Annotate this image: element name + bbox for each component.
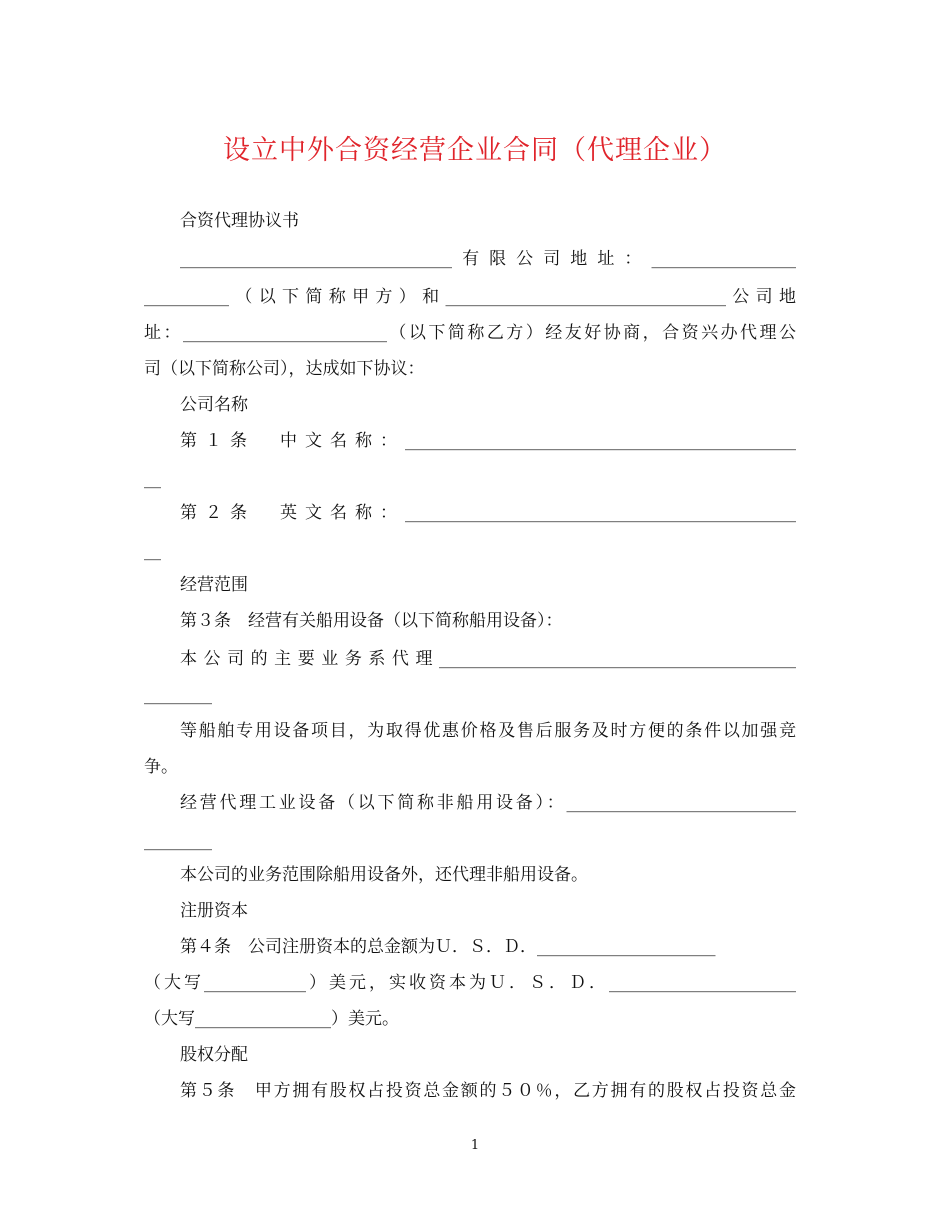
document-title: 设立中外合资经营企业合同（代理企业） [223, 135, 727, 166]
clause-line: （大写____________）美元，实收资本为Ｕ．Ｓ．Ｄ．______________________ [144, 973, 796, 993]
clause-line: 第１条 中文名称：______________________________________________ [180, 431, 796, 451]
section-heading: 经营范围 [180, 575, 248, 595]
paragraph-line: ________ [144, 685, 212, 705]
paragraph-line: 本公司的业务范围除船用设备外，还代理非船用设备。 [180, 865, 588, 885]
paragraph-line: 本公司的主要业务系代理__________________________________________ [180, 649, 796, 669]
paragraph-line: 等船舶专用设备项目，为取得优惠价格及售后服务及时方便的条件以加强竞 [180, 721, 796, 741]
clause-line: 第２条 英文名称：______________________________________________ [180, 503, 796, 523]
paragraph-line: ________________________________有限公司地址：_________________ [180, 249, 796, 269]
paragraph-line: 经营代理工业设备（以下简称非船用设备）：___________________________ [180, 793, 796, 813]
paragraph-line: ________ [144, 831, 212, 851]
page-number: 1 [470, 1138, 480, 1153]
section-heading: 股权分配 [180, 1045, 248, 1065]
clause-line: （大写________________）美元。 [144, 1009, 399, 1029]
clause-line: 第５条 甲方拥有股权占投资总金额的５０％，乙方拥有的股权占投资总金 [180, 1081, 796, 1101]
paragraph-line: __________（以下简称甲方）和_________________________________公司地 [144, 287, 796, 307]
clause-line: 第４条 公司注册资本的总金额为Ｕ．Ｓ．Ｄ．_____________________ [180, 937, 716, 957]
section-heading: 公司名称 [180, 395, 248, 415]
section-heading: 注册资本 [180, 901, 248, 921]
paragraph-line: 争。 [144, 757, 178, 777]
clause-line: __ [144, 469, 161, 489]
clause-line: __ [144, 541, 161, 561]
section-heading: 合资代理协议书 [180, 211, 299, 231]
paragraph-line: 址：________________________（以下简称乙方）经友好协商，合资兴办代理公 [144, 323, 796, 343]
paragraph-line: 司（以下简称公司），达成如下协议： [144, 359, 425, 379]
clause-line: 第３条 经营有关船用设备（以下简称船用设备）： [180, 611, 563, 631]
